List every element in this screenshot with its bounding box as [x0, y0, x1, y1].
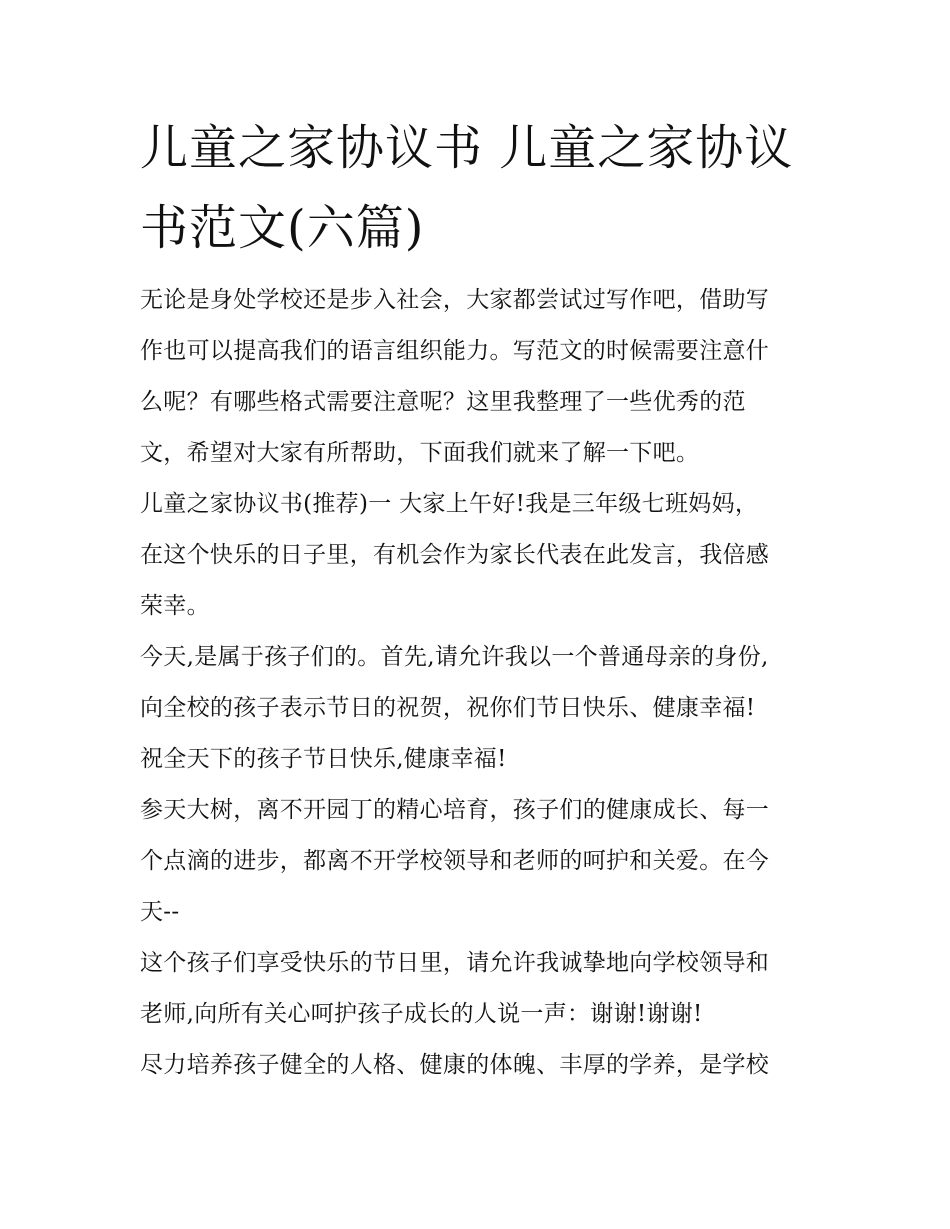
body-line: 老师,向所有关心呵护孩子成长的人说一声：谢谢!谢谢! — [140, 1001, 703, 1027]
title-line: 儿童之家协议书 儿童之家协议 — [140, 120, 794, 176]
body-line: 儿童之家协议书(推荐)一 大家上午好!我是三年级七班妈妈， — [140, 491, 759, 517]
body-line: 无论是身处学校还是步入社会，大家都尝试过写作吧，借助写 — [140, 287, 770, 313]
body-line: 祝全天下的孩子节日快乐,健康幸福! — [140, 746, 507, 772]
document-title — [140, 108, 830, 268]
body-line: 向全校的孩子表示节日的祝贺，祝你们节日快乐、健康幸福! — [140, 695, 756, 721]
body-line: 作也可以提高我们的语言组织能力。写范文的时候需要注意什 — [140, 338, 770, 364]
document-body — [140, 275, 830, 1091]
body-line: 今天,是属于孩子们的。首先,请允许我以一个普通母亲的身份, — [140, 644, 769, 670]
body-line: 天-- — [140, 899, 180, 925]
body-line: 在这个快乐的日子里，有机会作为家长代表在此发言，我倍感 — [140, 542, 770, 568]
title-line: 书范文(六篇) — [140, 200, 425, 256]
body-line: 参天大树，离不开园丁的精心培育，孩子们的健康成长、每一 — [140, 797, 770, 823]
body-line: 文，希望对大家有所帮助，下面我们就来了解一下吧。 — [140, 440, 700, 466]
body-line: 尽力培养孩子健全的人格、健康的体魄、丰厚的学养，是学校 — [140, 1052, 770, 1078]
body-line: 么呢？有哪些格式需要注意呢？这里我整理了一些优秀的范 — [140, 389, 746, 415]
body-line: 荣幸。 — [140, 593, 210, 619]
body-line: 这个孩子们享受快乐的节日里，请允许我诚挚地向学校领导和 — [140, 950, 770, 976]
body-line: 个点滴的进步，都离不开学校领导和老师的呵护和关爱。在今 — [140, 848, 770, 874]
